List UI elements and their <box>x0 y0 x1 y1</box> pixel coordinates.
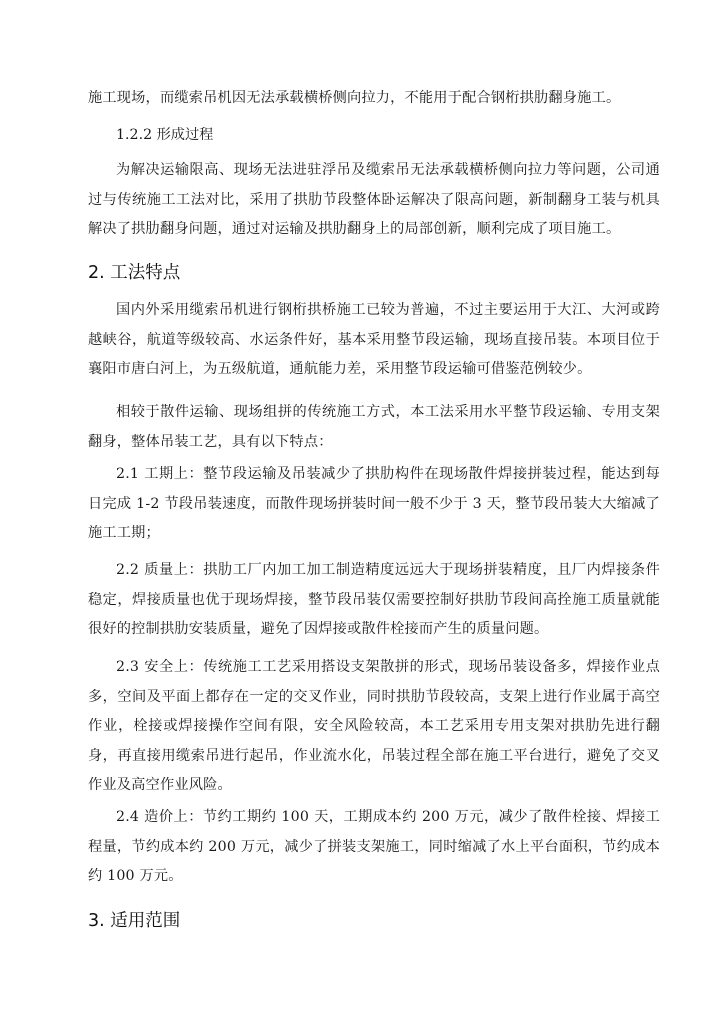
paragraph-continuation: 施工现场，而缆索吊机因无法承载横桥侧向拉力，不能用于配合钢桁拱肋翻身施工。 <box>88 90 621 106</box>
paragraph-2-2-quality: 2.2 质量上：拱肋工厂内加工加工制造精度远远大于现场拼装精度，且厂内焊接条件稳定，焊接质量也优于现场焊接，整节段吊装仅需要控制好拱肋节段间高拴施工质量就能很好的控制拱肋安装质量，避免了因焊接或散件栓接而产生的质量问题。 <box>88 562 660 637</box>
subsection-title-1-2-2: 1.2.2 形成过程 <box>116 127 214 143</box>
paragraph-intro: 国内外采用缆索吊机进行钢桁拱桥施工已较为普遍，不过主要运用于大江、大河或跨越峡谷，航道等级较高、水运条件好，基本采用整节段运输，现场直接吊装。本项目位于襄阳市唐白河上，为五级航道，通航能力差，采用整节段运输可借鉴范例较少。 <box>88 302 660 377</box>
paragraph-2-3-safety: 2.3 安全上：传统施工工艺采用搭设支架散拼的形式，现场吊装设备多，焊接作业点多，空间及平面上都存在一定的交叉作业，同时拱肋节段较高，支架上进行作业属于高空作业，栓接或焊接操作空间有限，安全风险较高，本工艺采用专用支架对拱肋先进行翻身，再直接用缆索吊进行起吊，作业流水化，吊装过程全部在施工平台进行，避免了交叉作业及高空作业风险。 <box>88 659 660 793</box>
paragraph-comparison: 相较于散件运输、现场组拼的传统施工方式，本工法采用水平整节段运输、专用支架翻身，整体吊装工艺，具有以下特点： <box>88 404 660 450</box>
section-heading-2: 2. 工法特点 <box>88 263 181 283</box>
paragraph-2-1-schedule: 2.1 工期上：整节段运输及吊装减少了拱肋构件在现场散件焊接拼装过程，能达到每日完成 1-2 节段吊装速度，而散件现场拼装时间一般不少于 3 天，整节段吊装大大缩减了施工工期； <box>88 466 660 541</box>
paragraph-2-4-cost: 2.4 造价上：节约工期约 100 天，工期成本约 200 万元，减少了散件栓接、焊接工程量，节约成本约 200 万元，减少了拼装支架施工，同时缩减了水上平台面积，节约成本约 100 万元。 <box>88 809 660 884</box>
section-heading-3: 3. 适用范围 <box>88 911 181 931</box>
paragraph-formation-process: 为解决运输限高、现场无法进驻浮吊及缆索吊无法承载横桥侧向拉力等问题，公司通过与传统施工工法对比，采用了拱肋节段整体卧运解决了限高问题，新制翻身工装与机具解决了拱肋翻身问题，通过对运输及拱肋翻身上的局部创新，顺利完成了项目施工。 <box>88 162 660 237</box>
